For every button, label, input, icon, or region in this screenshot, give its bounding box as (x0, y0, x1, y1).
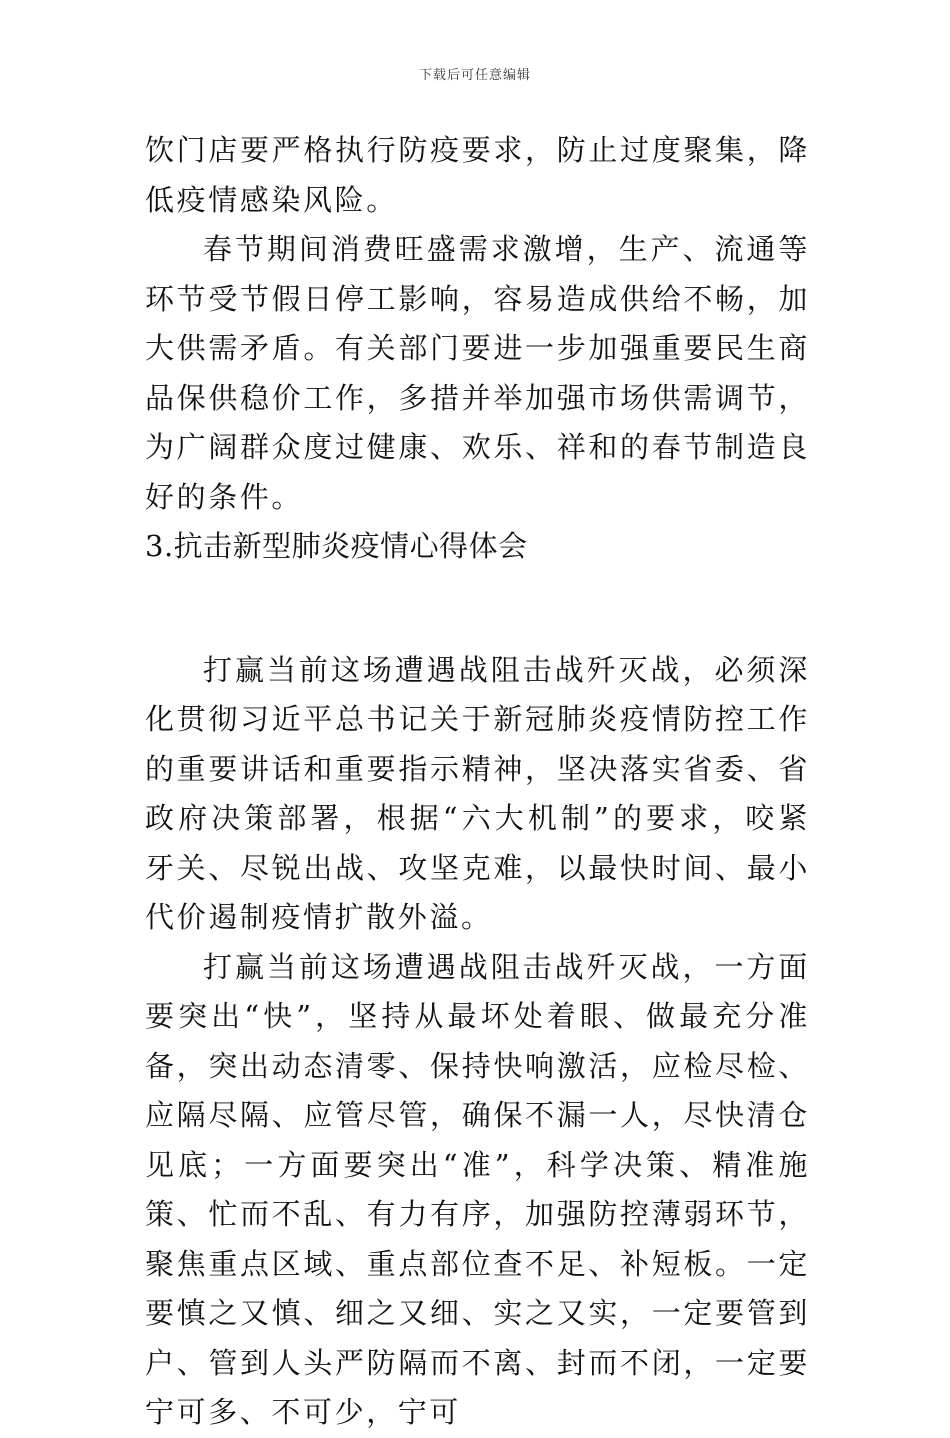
document-body (145, 126, 810, 1438)
paragraph-fast-and-accurate: 打赢当前这场遭遇战阻击战歼灭战，一方面要突出“快”，坚持从最坏处着眼、做最充分准备，突出动态清零、保持快响激活，应检尽检、应隔尽隔、应管尽管，确保不漏一人，尽快清仓见底；一方面要突出“准”，科学决策、精准施策、忙而不乱、有力有序，加强防控薄弱环节，聚焦重点区域、重点部位查不足、补短板。一定要慎之又慎、细之又细、实之又实，一定要管到户、管到人头严防隔而不离、封而不闭，一定要宁可多、不可少，宁可 (145, 949, 810, 1429)
paragraph-spring-festival-supply: 春节期间消费旺盛需求激增，生产、流通等环节受节假日停工影响，容易造成供给不畅，加大供需矛盾。有关部门要进一步加强重要民生商品保供稳价工作，多措并举加强市场供需调节，为广阔群众度过健康、欢乐、祥和的春节制造良好的条件。 (145, 232, 810, 514)
page-header-note: 下载后可任意编辑 (418, 68, 531, 83)
paragraph-continued: 饮门店要严格执行防疫要求，防止过度聚集，降低疫情感染风险。 (145, 133, 810, 217)
section-heading: 3.抗击新型肺炎疫情心得体会 (145, 529, 528, 563)
paragraph-win-battle: 打赢当前这场遭遇战阻击战歼灭战，必须深化贯彻习近平总书记关于新冠肺炎疫情防控工作的重要讲话和重要指示精神，坚决落实省委、省政府决策部署，根据“六大机制”的要求，咬紧牙关、尽锐出战、攻坚克难，以最快时间、最小代价遏制疫情扩散外溢。 (145, 652, 810, 934)
blank-space (145, 572, 810, 646)
